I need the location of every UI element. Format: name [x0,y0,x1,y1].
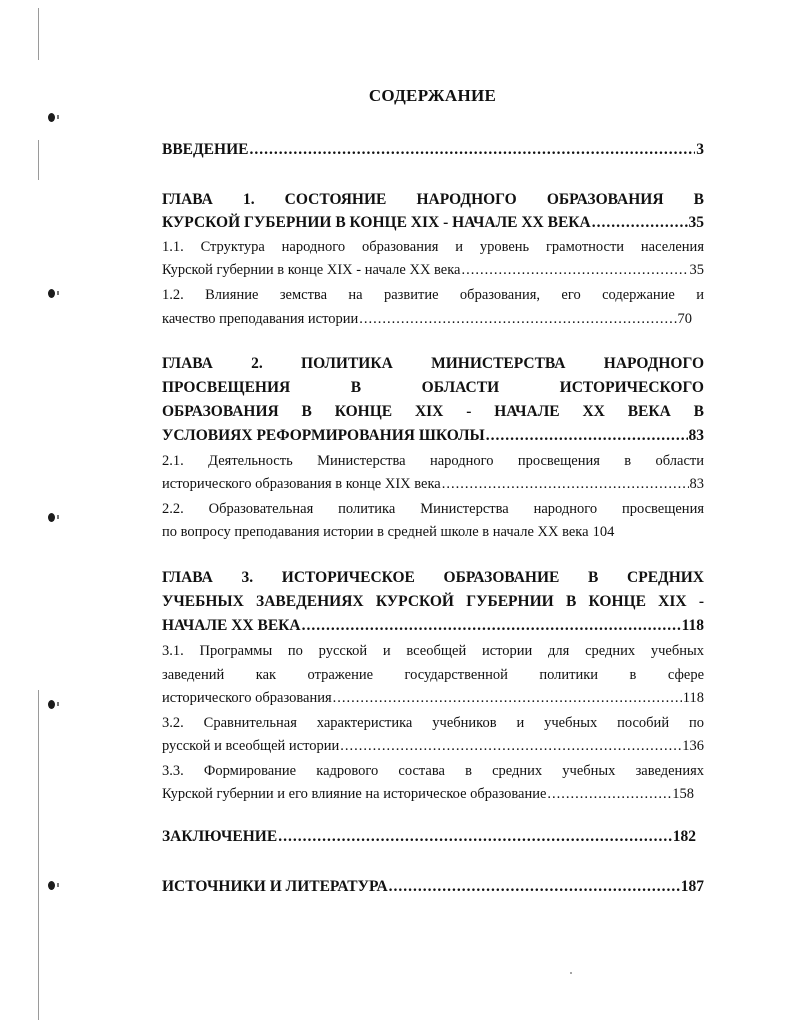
section-1-1-line-1[interactable]: 1.1. Структура народного образования и уровень грамотности населения [162,239,704,255]
toc-entry-introduction[interactable] [162,139,704,161]
toc-leader-dots [547,783,671,805]
binding-hole-mark [48,289,55,298]
chapter-1-heading-line-2[interactable]: КУРСКОЙ ГУБЕРНИИ В КОНЦЕ XIX - НАЧАЛЕ XX ВЕКА ..... 35 [162,212,704,234]
binding-hole-mark [48,113,55,122]
toc-leader-dots [486,425,688,447]
section-1-2-line-2[interactable]: качество преподавания истории ..... 70 [162,308,692,330]
toc-leader-dots [333,687,682,709]
chapter-2-heading-line-4[interactable]: УСЛОВИЯХ РЕФОРМИРОВАНИЯ ШКОЛЫ ..... 83 [162,425,704,447]
binding-hole-mark [48,513,55,522]
scan-edge-line [38,140,39,180]
section-3-3-line-1[interactable]: 3.3. Формирование кадрового состава в средних учебных заведениях [162,763,704,779]
scan-edge-line [38,690,39,1020]
section-2-2-line-1[interactable]: 2.2. Образовательная политика Министерства народного просвещения [162,501,704,517]
toc-entry-label: ВВЕДЕНИЕ [162,141,249,158]
section-3-1-line-1[interactable]: 3.1. Программы по русской и всеобщей истории для средних учебных [162,643,704,659]
toc-entry-sources[interactable] [162,876,704,898]
toc-page-number: 187 [680,878,704,895]
section-2-1-line-1[interactable]: 2.1. Деятельность Министерства народного просвещения в области [162,453,704,469]
toc-page-number: 182 [672,828,696,845]
scan-speck [570,972,572,974]
chapter-3-heading-line-1[interactable]: ГЛАВА 3. ИСТОРИЧЕСКОЕ ОБРАЗОВАНИЕ В СРЕДНИХ [162,569,704,586]
toc-leader-dots [442,473,689,495]
section-2-2-line-2[interactable]: по вопросу преподавания истории в средней школе в начале XX века 104 [162,521,704,543]
toc-entry-label: ЗАКЛЮЧЕНИЕ [162,828,278,845]
toc-page-number: 83 [689,476,704,492]
section-3-1-line-3[interactable]: исторического образования ..... 118 [162,687,704,709]
toc-leader-dots [592,212,688,234]
toc-page-number: 70 [677,311,692,327]
page-title: СОДЕРЖАНИЕ [368,86,497,105]
toc-page-number: 136 [682,738,704,754]
toc-page-number: 83 [688,427,704,444]
chapter-2-heading-line-2[interactable]: ПРОСВЕЩЕНИЯ В ОБЛАСТИ ИСТОРИЧЕСКОГО [162,379,704,396]
section-3-2-line-2[interactable]: русской и всеобщей истории ..... 136 [162,735,704,757]
toc-leader-dots [340,735,681,757]
toc-page-number: 118 [682,690,704,706]
toc-entry-label: ИСТОЧНИКИ И ЛИТЕРАТУРА [162,878,388,895]
binding-hole-mark [48,881,55,890]
toc-leader-dots [359,308,676,330]
section-1-1-line-2[interactable]: Курской губернии в конце XIX - начале XX века ..... 35 [162,259,704,281]
toc-leader-dots [462,259,689,281]
toc-page-number: 35 [688,214,704,231]
toc-page-number: 118 [681,617,704,634]
chapter-2-heading-line-1[interactable]: ГЛАВА 2. ПОЛИТИКА МИНИСТЕРСТВА НАРОДНОГО [162,355,704,372]
chapter-1-heading-line-1[interactable]: ГЛАВА 1. СОСТОЯНИЕ НАРОДНОГО ОБРАЗОВАНИЯ В [162,191,704,208]
toc-page-number: 158 [672,786,694,802]
toc-entry-conclusion[interactable] [162,826,696,848]
section-1-2-line-1[interactable]: 1.2. Влияние земства на развитие образования, его содержание и [162,287,704,303]
chapter-3-heading-line-3[interactable]: НАЧАЛЕ XX ВЕКА ..... 118 [162,615,704,637]
section-3-2-line-1[interactable]: 3.2. Сравнительная характеристика учебников и учебных пособий по [162,715,704,731]
chapter-2-heading-line-3[interactable]: ОБРАЗОВАНИЯ В КОНЦЕ XIX - НАЧАЛЕ XX ВЕКА В [162,403,704,420]
section-2-1-line-2[interactable]: исторического образования в конце XIX века ..... 83 [162,473,704,495]
toc-leader-dots [389,876,680,898]
toc-leader-dots [302,615,681,637]
toc-page-number: 3 [696,141,704,158]
scan-edge-line [38,8,39,60]
section-3-3-line-2[interactable]: Курской губернии и его влияние на историческое образование ..... 158 [162,783,694,805]
chapter-3-heading-line-2[interactable]: УЧЕБНЫХ ЗАВЕДЕНИЯХ КУРСКОЙ ГУБЕРНИИ В КОНЦЕ XIX - [162,593,704,610]
toc-leader-dots [278,826,672,848]
binding-hole-mark [48,700,55,709]
section-3-1-line-2[interactable]: заведений как отражение государственной политики в сфере [162,667,704,683]
toc-page-number: 35 [689,262,704,278]
toc-page-number: 104 [592,524,615,540]
toc-leader-dots [249,139,695,161]
